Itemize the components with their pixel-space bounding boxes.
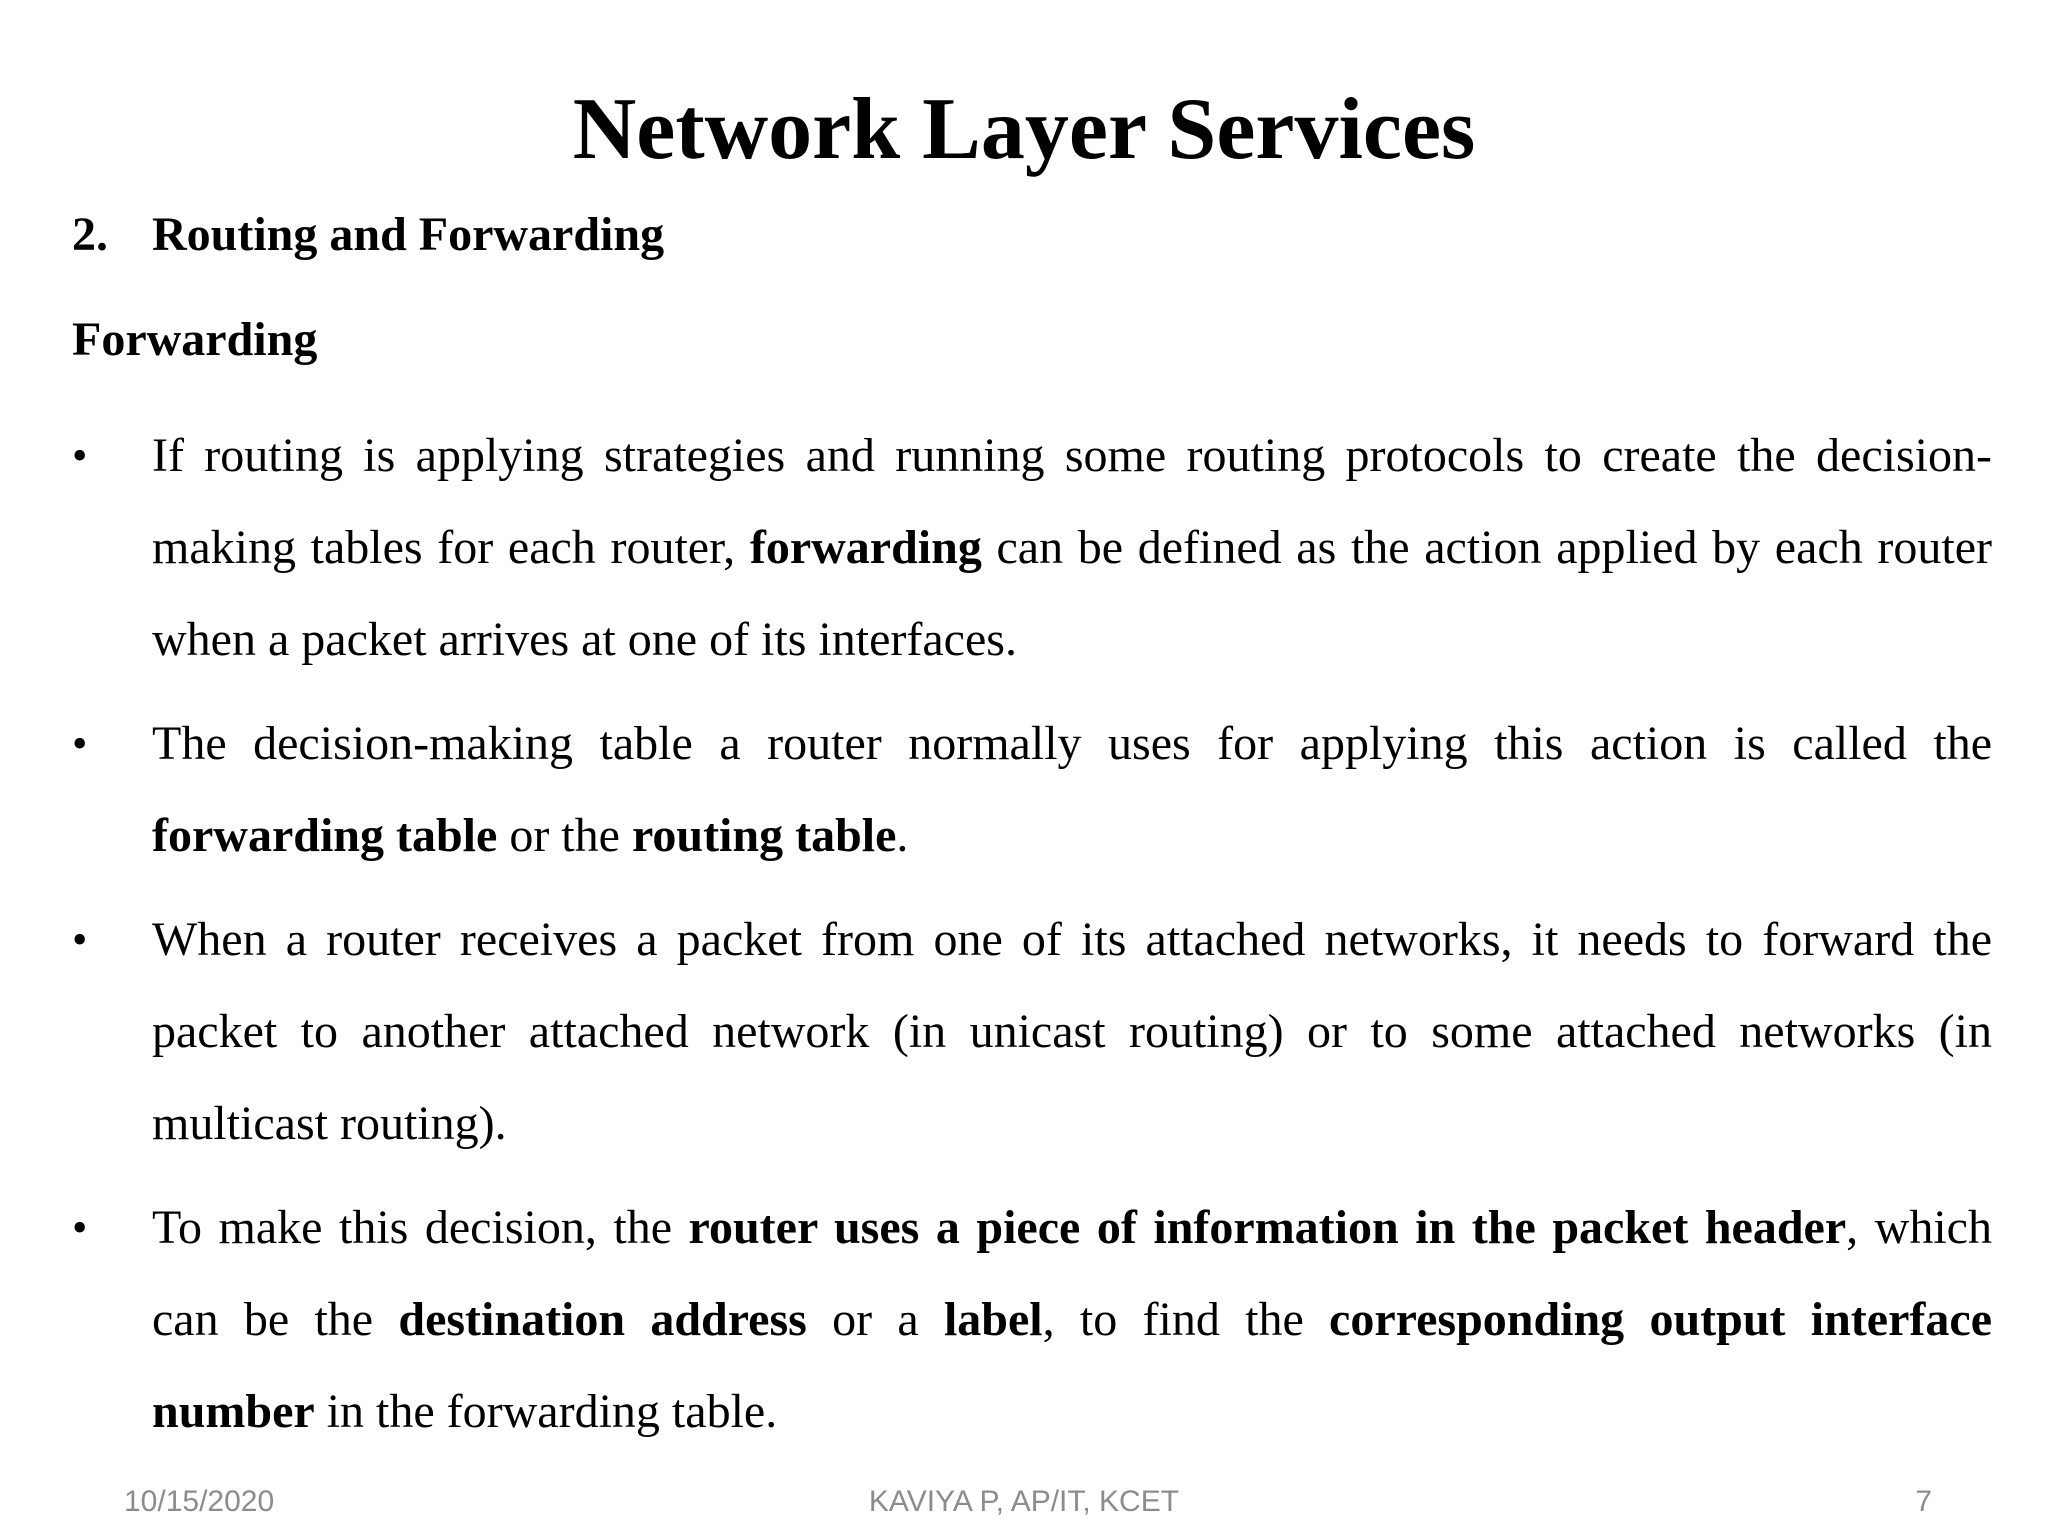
bullet-item bbox=[72, 410, 1992, 686]
bullet-text-segment: . bbox=[896, 809, 909, 862]
bullet-text-segment: , to find the bbox=[1042, 1293, 1330, 1346]
footer-author: KAVIYA P, AP/IT, KCET bbox=[868, 1485, 1180, 1518]
bullet-bold-term: destination address bbox=[398, 1293, 807, 1346]
bullet-list bbox=[72, 410, 1992, 1470]
bullet-text bbox=[152, 410, 1992, 686]
bullet-item bbox=[72, 698, 1992, 882]
bullet-text-segment: If routing is applying strategies and running some routing protocols to create the decision-making tables for each router, bbox=[152, 429, 1992, 574]
bullet-text-segment: or a bbox=[806, 1293, 944, 1346]
bullet-item bbox=[72, 1182, 1992, 1458]
bullet-item bbox=[72, 894, 1992, 1170]
bullet-glyph: • bbox=[72, 431, 88, 480]
bullet-text-segment: The decision-making table a router normally uses for applying this action is called the bbox=[152, 717, 1992, 770]
bullet-text-segment: or the bbox=[497, 809, 632, 862]
bullet-text bbox=[152, 894, 1992, 1170]
bullet-glyph: • bbox=[72, 1203, 88, 1252]
bullet-bold-term: forwarding table bbox=[152, 809, 498, 862]
slide-title: Network Layer Services bbox=[572, 81, 1476, 178]
bullet-bold-term: routing table bbox=[631, 809, 897, 862]
section-number: 2. bbox=[72, 208, 108, 261]
bullet-text-segment: , which can be the bbox=[152, 1201, 1992, 1346]
bullet-glyph: • bbox=[72, 719, 88, 768]
footer-date: 10/15/2020 bbox=[124, 1485, 275, 1518]
bullet-bold-term: forwarding bbox=[749, 521, 982, 574]
bullet-text-segment: in the forwarding table. bbox=[314, 1385, 778, 1438]
bullet-text-segment: When a router receives a packet from one of its attached networks, it needs to forward the packet to another attached network (in unicast routing) or to some attached networks (in multicast routing). bbox=[152, 913, 1992, 1150]
bullet-text-segment: To make this decision, the bbox=[152, 1201, 689, 1254]
footer-page-number: 7 bbox=[1915, 1485, 1932, 1518]
bullet-bold-term: corresponding output interface number bbox=[152, 1293, 1992, 1438]
subheading: Forwarding bbox=[72, 313, 318, 366]
bullet-text bbox=[152, 698, 1992, 882]
section-label: Routing and Forwarding bbox=[152, 208, 665, 261]
bullet-text-segment: can be defined as the action applied by each router when a packet arrives at one of its interfaces. bbox=[152, 521, 1992, 666]
bullet-glyph: • bbox=[72, 915, 88, 964]
section-heading bbox=[72, 205, 664, 265]
bullet-bold-term: label bbox=[943, 1293, 1043, 1346]
bullet-text bbox=[152, 1182, 1992, 1458]
bullet-bold-term: router uses a piece of information in the packet header bbox=[688, 1201, 1847, 1254]
